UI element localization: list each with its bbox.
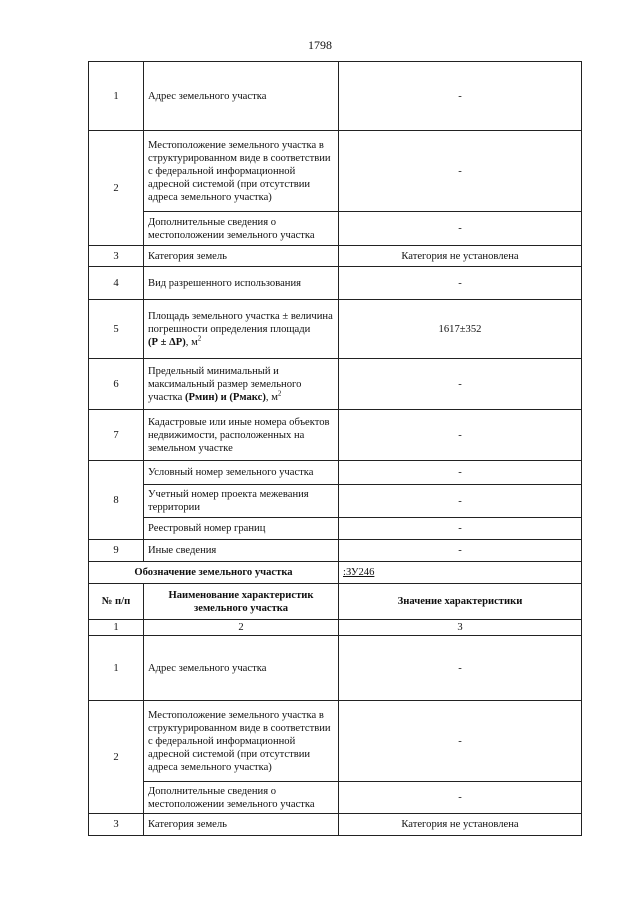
table-row <box>89 485 582 518</box>
characteristic-value: - <box>339 461 582 485</box>
column-index: 3 <box>339 620 582 636</box>
characteristic-value: - <box>339 212 582 246</box>
header-name: Наименование характеристик земельного участка <box>144 584 339 620</box>
characteristic-name: Иные сведения <box>144 540 339 562</box>
table-row <box>89 62 582 131</box>
designation-row <box>89 562 582 584</box>
table-row <box>89 518 582 540</box>
characteristic-value: - <box>339 131 582 212</box>
table-row <box>89 300 582 359</box>
table-row <box>89 636 582 701</box>
characteristic-name: Кадастровые или иные номера объектов недвижимости, расположенных на земельном участке <box>144 410 339 461</box>
characteristic-value: Категория не установлена <box>339 814 582 836</box>
characteristic-name: Предельный минимальный и максимальный размер земельного участка (Рмин) и (Рмакс), $м^2$ <box>144 359 339 410</box>
row-number: 8 <box>89 461 144 540</box>
designation-label: Обозначение земельного участка <box>89 562 339 584</box>
table-row <box>89 267 582 300</box>
characteristic-value: - <box>339 359 582 410</box>
characteristic-name: Вид разрешенного использования <box>144 267 339 300</box>
characteristic-name: Реестровый номер границ <box>144 518 339 540</box>
page-number: 1798 <box>308 38 332 52</box>
characteristic-name: Категория земель <box>144 814 339 836</box>
header-number: № п/п <box>89 584 144 620</box>
table-row <box>89 131 582 212</box>
row-number: 3 <box>89 246 144 267</box>
area-label: Площадь земельного участка ± величина погрешности определения площади <box>148 310 333 335</box>
header-value: Значение характеристики <box>339 584 582 620</box>
characteristic-name: Дополнительные сведения о местоположении земельного участка <box>144 212 339 246</box>
table-row <box>89 410 582 461</box>
row-number: 4 <box>89 267 144 300</box>
row-number: 6 <box>89 359 144 410</box>
row-number: 2 <box>89 131 144 246</box>
characteristic-name: Категория земель <box>144 246 339 267</box>
characteristic-value: - <box>339 267 582 300</box>
characteristic-name: Местоположение земельного участка в структурированном виде в соответствии с федеральной информационной адресной системой (при отсутствии адреса земельного участка) <box>144 131 339 212</box>
row-number: 5 <box>89 300 144 359</box>
characteristic-value: - <box>339 485 582 518</box>
characteristic-value: - <box>339 518 582 540</box>
characteristic-value: - <box>339 62 582 131</box>
land-plot-table <box>88 61 582 836</box>
characteristic-value: 1617±352 <box>339 300 582 359</box>
row-number: 2 <box>89 701 144 814</box>
row-number: 1 <box>89 636 144 701</box>
characteristic-name: Местоположение земельного участка в структурированном виде в соответствии с федеральной информационной адресной системой (при отсутствии адреса земельного участка) <box>144 701 339 782</box>
size-label: Предельный минимальный и максимальный размер земельного участка <box>148 365 302 403</box>
table-header-row <box>89 584 582 620</box>
table-row <box>89 246 582 267</box>
table-row <box>89 359 582 410</box>
table-row <box>89 701 582 782</box>
table-row <box>89 461 582 485</box>
characteristic-name: Учетный номер проекта межевания территории <box>144 485 339 518</box>
characteristic-value: Категория не установлена <box>339 246 582 267</box>
characteristic-value: - <box>339 636 582 701</box>
characteristic-name: Условный номер земельного участка <box>144 461 339 485</box>
characteristic-value: - <box>339 540 582 562</box>
row-number: 1 <box>89 62 144 131</box>
table-row <box>89 814 582 836</box>
area-formula: (Р ± ΔР) <box>148 336 186 348</box>
row-number: 9 <box>89 540 144 562</box>
characteristic-value: - <box>339 701 582 782</box>
characteristic-value: - <box>339 410 582 461</box>
size-formula: (Рмин) и (Рмакс) <box>185 391 266 403</box>
size-unit: , м <box>265 391 278 403</box>
characteristic-name: Адрес земельного участка <box>144 636 339 701</box>
column-index: 1 <box>89 620 144 636</box>
header-numbers-row <box>89 620 582 636</box>
row-number: 3 <box>89 814 144 836</box>
table-row <box>89 782 582 814</box>
row-number: 7 <box>89 410 144 461</box>
area-unit: , м <box>185 336 198 348</box>
characteristic-name: Площадь земельного участка ± величина погрешности определения площади (Р ± ΔР), $м^2$ <box>144 300 339 359</box>
characteristic-name: Дополнительные сведения о местоположении земельного участка <box>144 782 339 814</box>
characteristic-value: - <box>339 782 582 814</box>
table-row <box>89 540 582 562</box>
characteristic-name: Адрес земельного участка <box>144 62 339 131</box>
table-row <box>89 212 582 246</box>
designation-value: :ЗУ246 <box>339 562 582 584</box>
column-index: 2 <box>144 620 339 636</box>
